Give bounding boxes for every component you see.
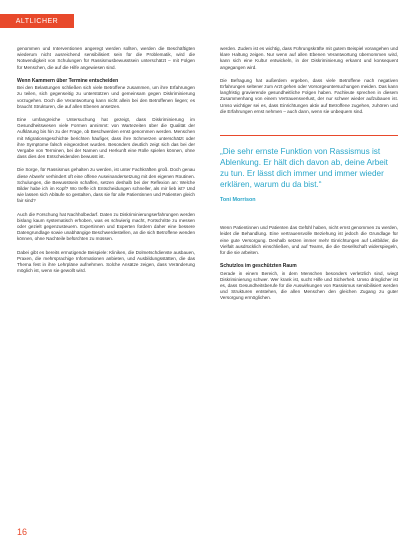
paragraph: Die Befragung hat außerdem ergeben, dass viele Betroffene nach negativen Erfahrungen seltener zum Arzt gehen oder Vorsorgeuntersuchungen meiden. Das kann langfristig gravierende gesundheitliche Folgen haben. Fachleute sprechen in diesem Zusammenhang von einem Vertrauensverlust, der nur schwer wieder aufzubauen ist. Umso wichtiger sei es, dass Einrichtungen aktiv auf Betroffene zugehen, zuhören und die Erfahrungen ernst nehmen – auch dann, wenn sie unbequem sind. bbox=[220, 77, 398, 114]
right-text-column bbox=[220, 46, 398, 309]
page-number: 16 bbox=[17, 527, 28, 537]
paragraph: werden. Zudem ist es wichtig, dass Führungskräfte mit gutem Beispiel vorangehen und klare Haltung zeigen. Nur wenn auf allen Ebenen Verantwortung übernommen wird, kann sich eine Kultur entwickeln, in der Diskriminierung erkannt und konsequent angegangen wird. bbox=[220, 46, 398, 70]
section-label: ALTLICHER bbox=[15, 17, 59, 25]
paragraph: Bei den Belastungen schließen sich viele Betroffene zusammen, um ihre Erfahrungen zu teilen, sich gegenseitig zu unterstützen und gemeinsam gegen Diskriminierung vorzugehen. Doch die Verantwortung kann nicht allein bei den Betroffenen liegen; es braucht Strukturen, die auf allen Ebenen ansetzen. bbox=[17, 85, 195, 109]
left-text-column bbox=[17, 46, 195, 282]
paragraph: Wenn Patientinnen und Patienten das Gefühl haben, nicht ernst genommen zu werden, leidet die Behandlung. Eine vertrauensvolle Beziehung ist jedoch die Grundlage für eine gute Versorgung. Deshalb setzen immer mehr Einrichtungen auf Leitbilder, die Vielfalt ausdrücklich einschließen, und auf Teams, die die Gesellschaft widerspiegeln, für die sie arbeiten. bbox=[220, 225, 398, 256]
subheading: Schutzlos im geschützten Raum bbox=[220, 263, 297, 270]
paragraph: Auch die Forschung hat Nachholbedarf. Daten zu Diskriminierungserfahrungen werden bislang kaum systematisch erhoben, was es schwierig macht, Fortschritte zu messen oder gezielt gegenzusteuern. Expertinnen und Experten fordern daher eine bessere Datengrundlage sowie unabhängige Beschwerdestellen, an die sich Betroffene wenden können, ohne Nachteile befürchten zu müssen. bbox=[17, 211, 195, 242]
pull-quote bbox=[220, 135, 398, 203]
subheading: Wenn Kammern über Termine entscheiden bbox=[17, 77, 119, 84]
section-tab bbox=[0, 14, 74, 28]
paragraph: Gerade in einem Bereich, in dem Menschen besonders verletzlich sind, wiegt Diskriminierung schwer. Wer krank ist, sucht Hilfe und Sicherheit. Umso dringlicher ist es, dass Gesundheitsberufe für die Auswirkungen von Rassismus sensibilisiert werden und Strukturen entstehen, die allen Menschen den gleichen Zugang zu guter Versorgung ermöglichen. bbox=[220, 270, 398, 301]
paragraph: Dabei gibt es bereits ermutigende Beispiele: Kliniken, die Dolmetschdienste ausbauen, Praxen, die mehrsprachige Informationen anbieten, und Ausbildungsstätten, die das Thema fest in ihre Lehrpläne aufnehmen. Solche Ansätze zeigen, dass Veränderung möglich ist, wenn sie gewollt wird. bbox=[17, 249, 195, 274]
pull-quote-text: „Die sehr ernste Funktion von Rassismus ist Ablenkung. Er hält dich davon ab, deine Arbeit zu tun. Er lässt dich immer und immer wieder erklären, warum du da bist.“ bbox=[220, 147, 388, 190]
paragraph: genommen und Interventionen angeregt werden sollten, werden die Beschäftigten wiederum nicht ausreichend sensibilisiert sein für die Problematik, wird die Notwendigkeit von Schulungen für Rassismusbewusstsein unterschätzt – mit Folgen für Menschen, die auf die Hilfe angewiesen sind. bbox=[17, 46, 195, 70]
pull-quote-author: Toni Morrison bbox=[220, 197, 256, 204]
paragraph: Die Sorge, für Rassismus gehalten zu werden, ist unter Fachkräften groß. Doch genau diese Abwehr verhindert oft eine offene Auseinandersetzung mit den eigenen Routinen. Schulungen, die Bewusstsein schaffen, setzen deshalb bei der Reflexion an: Welche Bilder habe ich im Kopf? Wo treffe ich Entscheidungen schneller, als mir lieb ist? Und wie lassen sich Abläufe so gestalten, dass sie für alle Patientinnen und Patienten gleich fair sind? bbox=[17, 167, 195, 204]
paragraph: Eine umfangreiche Untersuchung hat gezeigt, dass Diskriminierung im Gesundheitswesen viele Formen annimmt: von Wartezeiten über die Qualität der Aufklärung bis hin zu der Frage, ob Beschwerden ernst genommen werden. Menschen mit Migrationsgeschichte berichten häufiger, dass ihre Schmerzen unterschätzt oder ihre Symptome falsch eingeordnet wurden. Besonders deutlich zeigt sich das bei der Vergabe von Terminen, bei der Namen und Herkunft eine Rolle spielen können, ohne dass dies den Entscheidenden bewusst ist. bbox=[17, 117, 195, 160]
